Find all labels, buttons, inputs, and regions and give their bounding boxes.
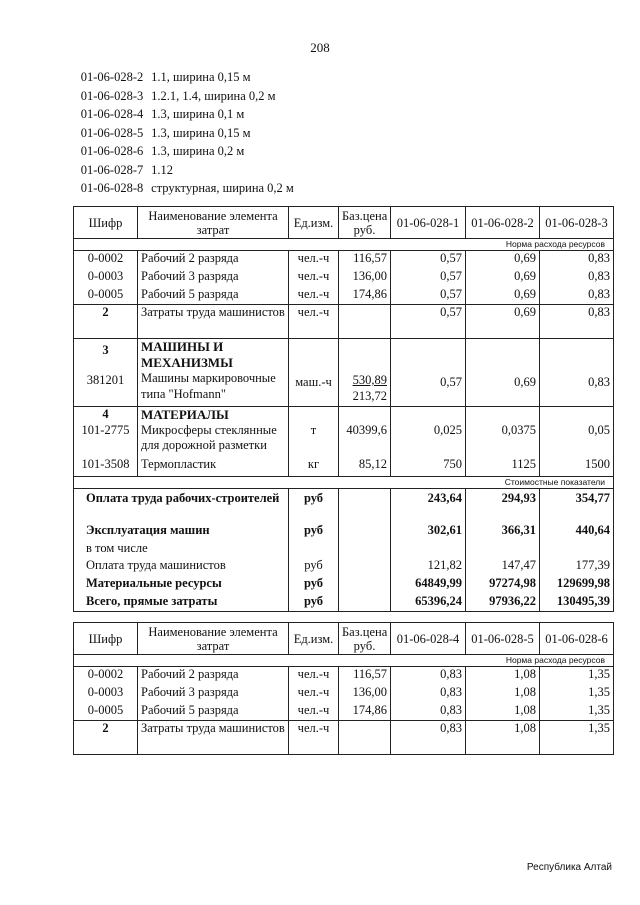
header-col-2: 01-06-028-2 xyxy=(466,207,540,239)
cost-label: Стоимостные показатели xyxy=(74,477,614,489)
code-list-item: 01-06-028-8 структурная, ширина 0,2 м xyxy=(80,181,294,195)
summary-row: в том числе xyxy=(74,541,614,558)
code-list xyxy=(76,68,294,198)
table-row: 0-0003 Рабочий 3 разряда чел.-ч 136,00 0,57 0,69 0,83 xyxy=(74,269,614,287)
summary-row: Эксплуатация машин руб 302,61 366,31 440,64 xyxy=(74,523,614,541)
summary-row: Оплата труда машинистов руб 121,82 147,47 177,39 xyxy=(74,558,614,576)
header-col-2: 01-06-028-5 xyxy=(466,623,540,655)
page-number: 208 xyxy=(310,40,330,55)
header-name: Наименование элемента затрат xyxy=(138,623,289,655)
resource-table-2 xyxy=(73,622,614,755)
code-list-item: 01-06-028-3 1.2.1, 1.4, ширина 0,2 м xyxy=(80,88,276,103)
table-row: 0-0002 Рабочий 2 разряда чел.-ч 116,57 0,57 0,69 0,83 xyxy=(74,251,614,269)
header-col-3: 01-06-028-3 xyxy=(540,207,614,239)
table-header-row xyxy=(74,207,614,239)
table-header-row xyxy=(74,623,614,655)
header-price: Баз.цена руб. xyxy=(339,207,391,239)
norm-row xyxy=(74,655,614,667)
table-row: 0-0002 Рабочий 2 разряда чел.-ч 116,57 0,83 1,08 1,35 xyxy=(74,667,614,685)
table-row: 2 Затраты труда машинистов чел.-ч 0,83 1,08 1,35 xyxy=(74,721,614,755)
footer-region: Республика Алтай xyxy=(526,862,612,873)
header-price: Баз.цена руб. xyxy=(339,623,391,655)
table-row: 0-0003 Рабочий 3 разряда чел.-ч 136,00 0,83 1,08 1,35 xyxy=(74,685,614,703)
norm-label: Норма расхода ресурсов xyxy=(74,239,614,251)
header-shifr: Шифр xyxy=(74,207,138,239)
summary-row: Всего, прямые затраты руб 65396,24 97936,22 130495,39 xyxy=(74,594,614,612)
norm-label: Норма расхода ресурсов xyxy=(74,655,614,667)
header-shifr: Шифр xyxy=(74,623,138,655)
header-unit: Ед.изм. xyxy=(289,207,339,239)
header-name: Наименование элемента затрат xyxy=(138,207,289,239)
code-list-item: 01-06-028-2 1.1, ширина 0,15 м xyxy=(80,70,251,84)
resource-table-1 xyxy=(73,206,614,612)
table-row: 0-0005 Рабочий 5 разряда чел.-ч 174,86 0,83 1,08 1,35 xyxy=(74,703,614,721)
header-col-1: 01-06-028-4 xyxy=(391,623,466,655)
header-col-1: 01-06-028-1 xyxy=(391,207,466,239)
section-materials-row: 4 101-2775 МАТЕРИАЛЫ Микросферы стеклянные для дорожной разметки т 40399,6 0,025 0,0375 0,05 xyxy=(74,407,614,457)
table-row: 101-3508 Термопластик кг 85,12 750 1125 1500 xyxy=(74,457,614,477)
header-unit: Ед.изм. xyxy=(289,623,339,655)
cost-row xyxy=(74,477,614,489)
code-list-item: 01-06-028-6 1.3, ширина 0,2 м xyxy=(80,144,245,158)
norm-row xyxy=(74,239,614,251)
code-list-item: 01-06-028-4 1.3, ширина 0,1 м xyxy=(80,107,245,121)
code-list-item: 01-06-028-7 1.12 xyxy=(80,162,173,177)
code-list-item: 01-06-028-5 1.3, ширина 0,15 м xyxy=(80,125,251,140)
summary-row: Материальные ресурсы руб 64849,99 97274,98 129699,98 xyxy=(74,576,614,594)
table-row: 2 Затраты труда машинистов чел.-ч 0,57 0,69 0,83 xyxy=(74,305,614,339)
section-machines-row: 3 381201 МАШИНЫ И МЕХАНИЗМЫ Машины маркировочные типа "Hofmann" маш.-ч 530,89 213,72 0,57 0,69 0,83 xyxy=(74,339,614,407)
table-row: 0-0005 Рабочий 5 разряда чел.-ч 174,86 0,57 0,69 0,83 xyxy=(74,287,614,305)
summary-row: Оплата труда рабочих-строителей руб 243,64 294,93 354,77 xyxy=(74,489,614,523)
header-col-3: 01-06-028-6 xyxy=(540,623,614,655)
